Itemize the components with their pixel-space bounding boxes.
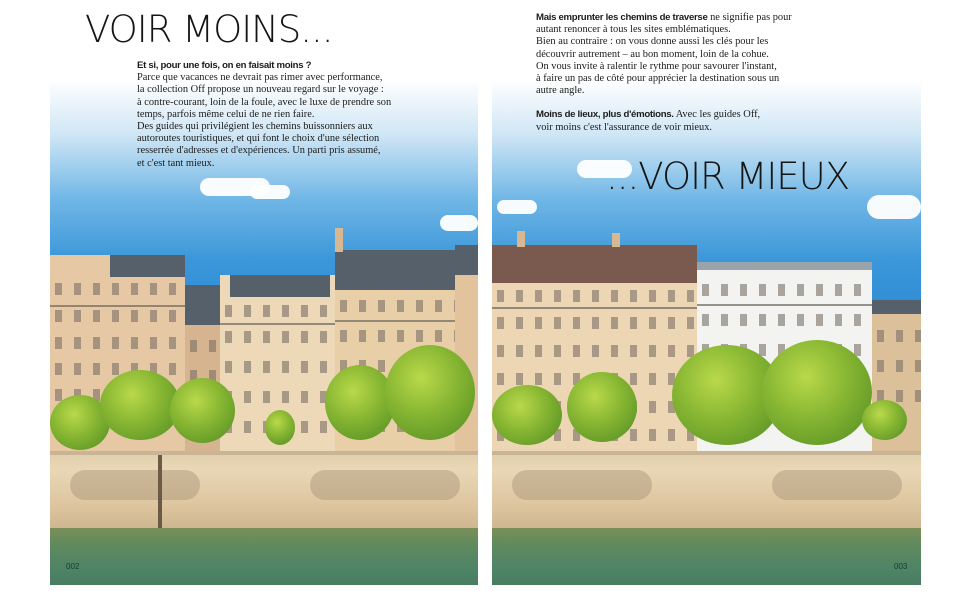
tree: [862, 400, 907, 440]
paragraph-2-first-line: [536, 109, 836, 121]
page-number-right: 003: [894, 562, 908, 571]
cloud: [250, 185, 290, 199]
right-page: [488, 0, 970, 600]
intro-line: temps, parfois même celui de ne rien faire.: [137, 108, 315, 120]
intro-line: autoroutes touristiques, et qui font le choix d'une sélection: [137, 133, 380, 145]
intro-text-block: [137, 60, 437, 170]
paragraph-1-line: autant renoncer à tous les sites emblématiques.: [536, 24, 731, 36]
paragraph-2-line: voir moins c'est l'assurance de voir mieux.: [536, 121, 713, 133]
paragraph-1-line: à faire un pas de côté pour apprécier la destination sous un: [536, 73, 780, 85]
tree: [170, 378, 235, 443]
page-number-left: 002: [66, 562, 80, 571]
intro-line: la collection Off propose un nouveau regard sur le voyage :: [137, 84, 384, 96]
paragraph-1-lead: Mais emprunter les chemins de traverse: [536, 12, 708, 23]
headline-voir-mieux: ...VOIR MIEUX: [606, 155, 850, 198]
river-water: [50, 528, 478, 585]
river-water: [492, 528, 921, 585]
paragraph-gap: [536, 97, 836, 109]
quay-shadow: [310, 470, 460, 500]
tree: [100, 370, 180, 440]
tree: [385, 345, 475, 440]
cloud: [440, 215, 478, 231]
tree: [492, 385, 562, 445]
paragraph-1-first-line: [536, 12, 836, 24]
intro-lead: Et si, pour une fois, on en faisait moins ?: [137, 60, 312, 71]
body-text-block: [536, 12, 836, 134]
quay-shadow: [70, 470, 200, 500]
intro-line: Des guides qui privilégient les chemins buissonniers aux: [137, 121, 373, 133]
quay-shadow: [512, 470, 652, 500]
paragraph-1-line: Bien au contraire : on vous donne aussi les clés pour les: [536, 36, 769, 48]
paragraph-1-line: découvrir autrement – au bon moment, loin de la cohue.: [536, 48, 769, 60]
tree: [265, 410, 295, 445]
tree: [325, 365, 395, 440]
left-page: [0, 0, 480, 600]
cloud: [497, 200, 537, 214]
paragraph-1-lead-rest: ne signifie pas pour: [707, 12, 792, 23]
paragraph-2-lead: Moins de lieux, plus d'émotions.: [536, 109, 674, 121]
paragraph-1-line: On vous invite à ralentir le rythme pour savourer l'instant,: [536, 60, 777, 72]
cloud: [867, 195, 921, 219]
quay-shadow: [772, 470, 902, 500]
paragraph-2-lead-rest: Avec les guides Off,: [673, 109, 761, 121]
mooring-pole: [158, 455, 162, 533]
headline-voir-moins: VOIR MOINS...: [85, 8, 333, 51]
intro-line: Parce que vacances ne devrait pas rimer avec performance,: [137, 72, 383, 84]
tree: [762, 340, 872, 445]
intro-line: et c'est tant mieux.: [137, 157, 215, 169]
paragraph-1-line: autre angle.: [536, 85, 585, 97]
intro-line: à contre-courant, loin de la foule, avec le luxe de prendre son: [137, 96, 392, 108]
intro-line: resserrée d'adresses et d'expériences. Un parti pris assumé,: [137, 145, 381, 157]
tree: [567, 372, 637, 442]
